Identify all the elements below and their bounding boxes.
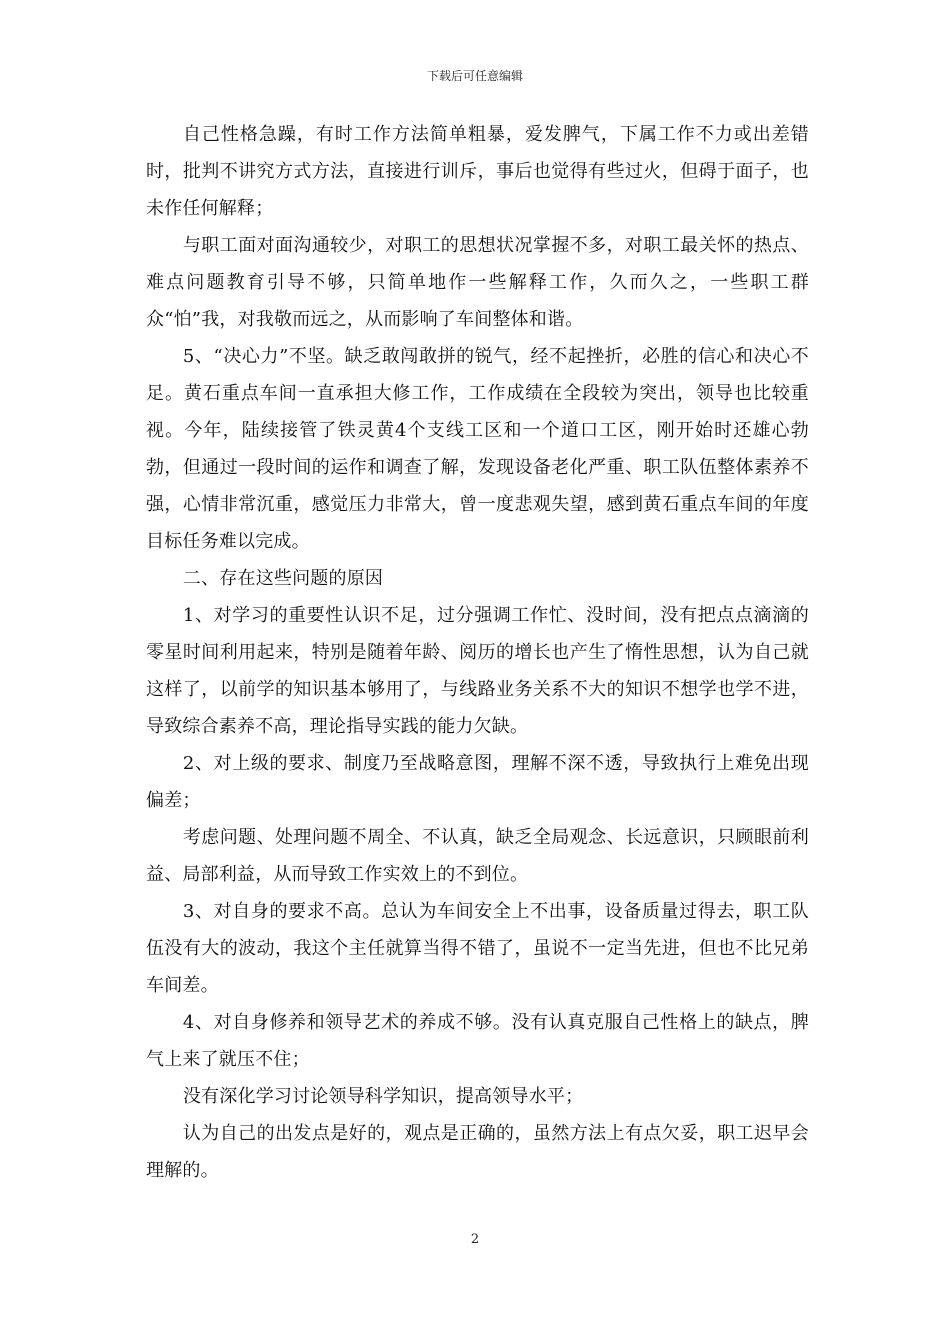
paragraph: 5、“决心力”不坚。缺乏敢闯敢拼的锐气，经不起挫折，必胜的信心和决心不足。黄石重点车间一直承担大修工作，工作成绩在全段较为突出，领导也比较重视。今年，陆续接管了铁灵黄4个支线工区和一个道口工区，刚开始时还雄心勃勃，但通过一段时间的运作和调查了解，发现设备老化严重、职工队伍整体素养不强，心情非常沉重，感觉压力非常大，曾一度悲观失望，感到黄石重点车间的年度目标任务难以完成。 — [146, 346, 809, 552]
section-heading: 二、存在这些问题的原因 — [182, 568, 384, 589]
paragraph: 没有深化学习讨论领导科学知识，提高领导水平； — [182, 1086, 584, 1107]
page-number: 2 — [470, 1232, 480, 1247]
paragraph: 与职工面对面沟通较少，对职工的思想状况掌握不多，对职工最关怀的热点、难点问题教育引导不够，只简单地作一些解释工作，久而久之，一些职工群众“怕”我，对我敬而远之，从而影响了车间整体和谐。 — [146, 235, 809, 330]
paragraph: 3、对自身的要求不高。总认为车间安全上不出事，设备质量过得去，职工队伍没有大的波动，我这个主任就算当得不错了，虽说不一定当先进，但也不比兄弟车间差。 — [146, 901, 809, 996]
document-body — [146, 116, 809, 1189]
paragraph: 2、对上级的要求、制度乃至战略意图，理解不深不透，导致执行上难免出现偏差； — [146, 753, 809, 811]
paragraph: 认为自己的出发点是好的，观点是正确的，虽然方法上有点欠妥，职工迟早会理解的。 — [146, 1123, 809, 1181]
page-header: 下载后可任意编辑 — [426, 69, 523, 83]
paragraph: 4、对自身修养和领导艺术的养成不够。没有认真克服自己性格上的缺点，脾气上来了就压不住； — [146, 1012, 809, 1070]
paragraph: 考虑问题、处理问题不周全、不认真，缺乏全局观念、长远意识，只顾眼前利益、局部利益，从而导致工作实效上的不到位。 — [146, 827, 809, 885]
paragraph: 自己性格急躁，有时工作方法简单粗暴，爱发脾气，下属工作不力或出差错时，批判不讲究方式方法，直接进行训斥，事后也觉得有些过火，但碍于面子，也未作任何解释； — [146, 124, 809, 219]
paragraph: 1、对学习的重要性认识不足，过分强调工作忙、没时间，没有把点点滴滴的零星时间利用起来，特别是随着年龄、阅历的增长也产生了惰性思想，认为自己就这样了，以前学的知识基本够用了，与线路业务关系不大的知识不想学也学不进，导致综合素养不高，理论指导实践的能力欠缺。 — [146, 605, 809, 737]
